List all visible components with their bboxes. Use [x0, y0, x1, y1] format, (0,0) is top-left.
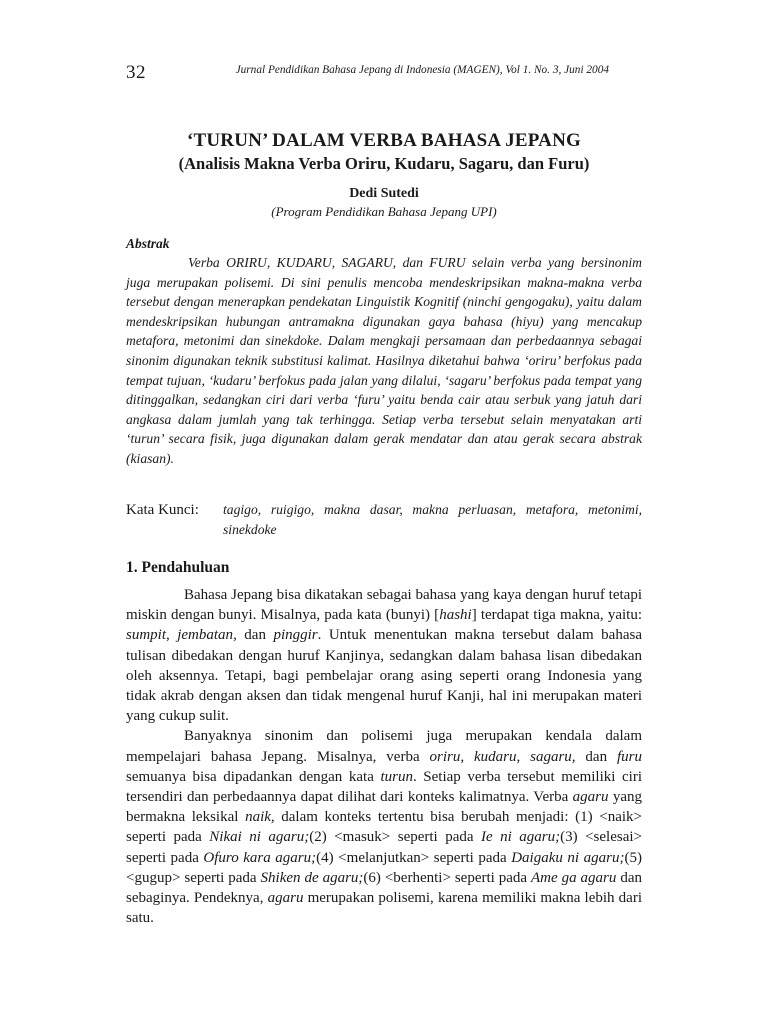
p2-turun: turun	[380, 768, 413, 785]
p2-text-i: (4) <melanjutkan> seperti pada	[316, 849, 512, 866]
p2-example-6: Ame ga agaru	[531, 869, 617, 886]
p2-text-b: dan	[575, 748, 617, 765]
paragraph-2	[126, 726, 642, 928]
p1-term-hashi: hashi	[439, 607, 472, 624]
p2-example-2: Ie ni agaru;	[481, 829, 561, 846]
p2-example-4: Daigaku ni agaru;	[511, 849, 625, 866]
p2-agaru-2: agaru	[267, 890, 304, 907]
running-header: Jurnal Pendidikan Bahasa Jepang di Indonesia (MAGEN), Vol 1. No. 3, Juni 2004	[235, 64, 609, 76]
section-heading-introduction: 1. Pendahuluan	[126, 559, 230, 576]
author-name: Dedi Sutedi	[349, 186, 419, 201]
keywords-text: tagigo, ruigigo, makna dasar, makna perluasan, metafora, metonimi, sinekdoke	[223, 502, 642, 537]
keywords-block	[126, 500, 642, 539]
p1-text-a: Bahasa Jepang bisa dikatakan sebagai bahasa yang kaya dengan huruf tetapi miskin dengan bunyi. Misalnya, pada kata (bunyi) [	[126, 587, 642, 624]
p2-text-m: merupakan polisemi, karena memiliki makna lebih dari satu.	[126, 890, 643, 927]
p2-text-j: (5) <gugup> seperti pada	[126, 849, 642, 886]
author-affiliation: (Program Pendidikan Bahasa Jepang UPI)	[271, 204, 497, 219]
p2-text-a: Banyaknya sinonim dan polisemi juga merupakan kendala dalam mempelajari bahasa Jepang. Misalnya, verba	[126, 728, 642, 765]
paragraph-1	[126, 585, 642, 726]
p2-naik: naik,	[245, 809, 275, 826]
p1-meaning-1: sumpit, jembatan	[126, 627, 234, 644]
p2-text-d: . Setiap verba tersebut memiliki ciri tersendiri dan perbedaannya dapat dilihat dari konteks kalimatnya. Verba	[126, 768, 642, 806]
abstract-text: Verba ORIRU, KUDARU, SAGARU, dan FURU selain verba yang bersinonim juga merupakan polisemi. Di sini penulis mencoba mendeskripsikan makna-makna verba tersebut dengan menerapkan pendekatan Linguistik Kognitif (ninchi gengogaku), yaitu dalam mendeskripsikan hubungan antramakna digunakan gaya bahasa (hiyu) yang mencakup metafora, metonimi dan sinekdoke. Dalam mengkaji persamaan dan perbedaannya sebagai sinonim digunakan teknik substitusi kalimat. Hasilnya diketahui bahwa ‘oriru’ berfokus pada tempat tujuan, ‘kudaru’ berfokus pada jalan yang dilalui, ‘sagaru’ berfokus pada tempat yang ditinggalkan, sedangkan ciri dari verba ‘furu’ yaitu benda cair atau serbuk yang jatuh dari angkasa dalam jumlah yang tak terhingga. Setiap verba tersebut selain menyatakan arti ‘turun’ secara fisik, juga digunakan dalam gerak mendatar dan atau gerak secara abstrak (kiasan).	[126, 255, 642, 466]
title-block	[120, 128, 648, 221]
p2-text-f: dalam konteks tertentu bisa berubah menjadi: (1) <naik> seperti pada	[126, 809, 642, 846]
keywords-label: Kata Kunci:	[126, 502, 199, 518]
p1-meaning-2: pinggir	[273, 627, 318, 644]
p2-text-k: (6) <berhenti> seperti pada	[363, 869, 532, 886]
p2-text-e: yang bermakna leksikal	[126, 789, 642, 826]
page-number: 32	[126, 62, 146, 83]
p2-text-g: (2) <masuk> seperti pada	[309, 829, 481, 846]
p2-example-3: Ofuro kara agaru;	[203, 849, 317, 866]
p1-text-c: , dan	[233, 627, 274, 644]
p2-example-5: Shiken de agaru;	[260, 869, 364, 886]
p1-text-d: . Untuk menentukan makna tersebut dalam bahasa tulisan dibedakan dengan huruf Kanjinya, sedangkan dalam bahasa lisan dibedakan oleh aksennya. Tetapi, bagi pembelajar orang asing seperti orang Indonesia yang tidak akrab dengan aksen dan tidak mengenal huruf Kanji, hal ini merupakan materi yang cukup sulit.	[126, 627, 642, 725]
p2-furu: furu	[616, 748, 642, 765]
article-subtitle: (Analisis Makna Verba Oriru, Kudaru, Sagaru, dan Furu)	[178, 154, 590, 173]
p2-text-l: dan sebaginya. Pendeknya,	[126, 869, 642, 907]
p2-agaru-1: agaru	[572, 789, 609, 806]
p2-text-h: (3) <selesai> seperti pada	[126, 829, 642, 866]
p2-text-c: semuanya bisa dipadankan dengan kata	[126, 768, 381, 785]
abstract-label: Abstrak	[126, 236, 170, 251]
article-title: ‘TURUN’ DALAM VERBA BAHASA JEPANG	[186, 130, 581, 151]
p1-text-b: ] terdapat tiga makna, yaitu:	[471, 607, 643, 624]
p2-verbs: oriru, kudaru, sagaru,	[429, 748, 576, 765]
p2-example-1: Nikai ni agaru;	[209, 829, 310, 846]
section-body-introduction	[126, 585, 642, 928]
